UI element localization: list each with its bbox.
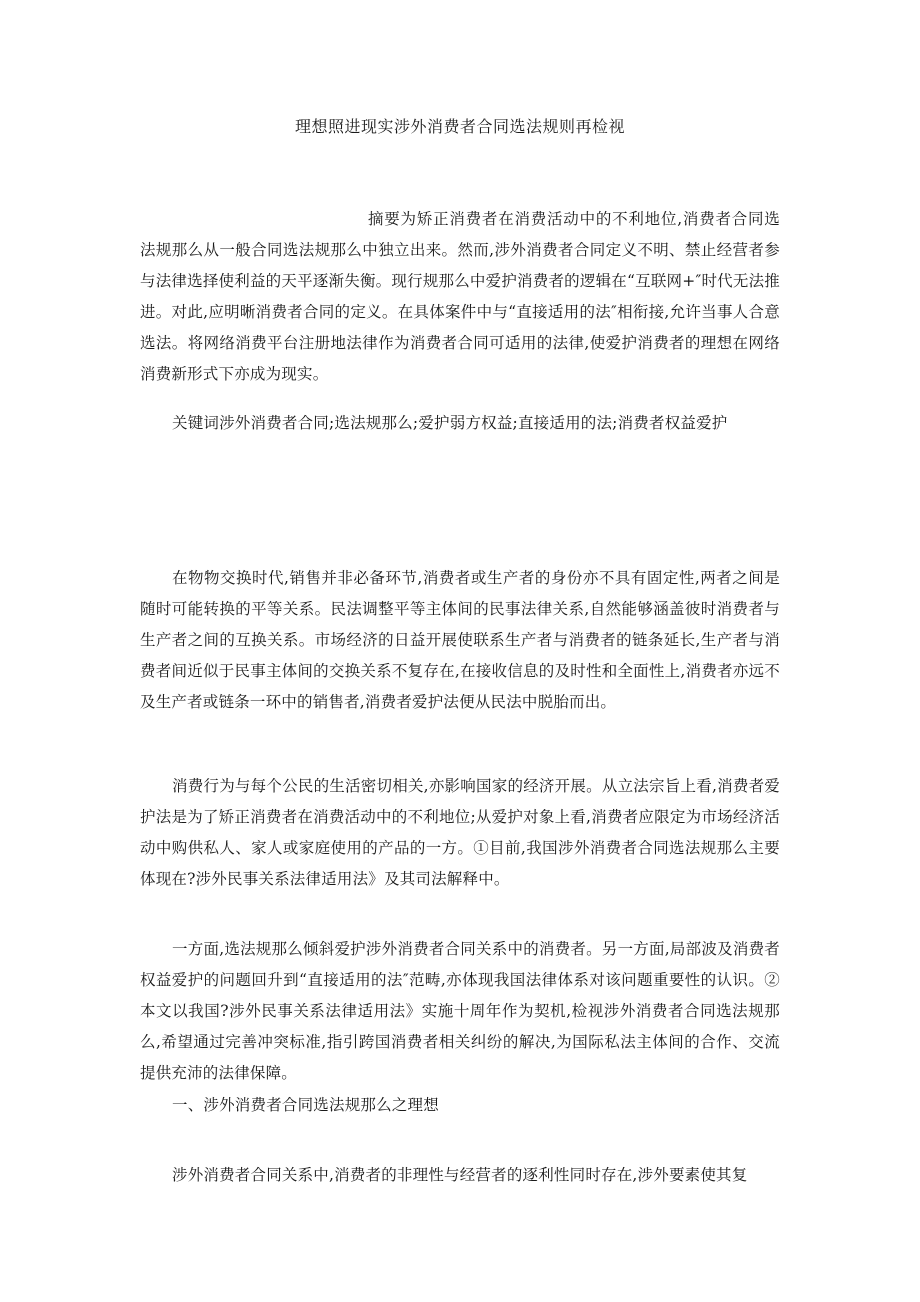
body-paragraph-3: 一方面,选法规那么倾斜爱护涉外消费者合同关系中的消费者。另一方面,局部波及消费者权益爱护的问题回升到“直接适用的法″范畴,亦体现我国法律体系对该问题重要性的认识。②本文以我国?涉外民事关系法律适用法》实施十周年作为契机,检视涉外消费者合同选法规那么,希望通过完善冲突标准,指引跨国消费者相关纠纷的解决,为国际私法主体间的合作、交流提供充沛的法律保障。 xyxy=(140,940,780,1082)
section-heading: 一、涉外消费者合同选法规那么之理想 xyxy=(172,1096,439,1114)
abstract-paragraph: 摘要为矫正消费者在消费活动中的不利地位,消费者合同选法规那么从一般合同选法规那么中独立出来。然而,涉外消费者合同定义不明、禁止经营者参与法律选择使利益的天平逐渐失衡。现行规那么中爱护消费者的逻辑在“互联网+″时代无法推进。对此,应明晰消费者合同的定义。在具体案件中与“直接适用的法″相衔接,允许当事人合意选法。将网络消费平台注册地法律作为消费者合同可适用的法律,使爱护消费者的理想在网络消费新形式下亦成为现实。 xyxy=(140,210,780,383)
document-title: 理想照进现实涉外消费者合同选法规则再检视 xyxy=(294,117,625,136)
body-paragraph-4: 涉外消费者合同关系中,消费者的非理性与经营者的逐利性同时存在,涉外要素使其复 xyxy=(172,1166,748,1184)
keywords-paragraph: 关键词涉外消费者合同;选法规那么;爱护弱方权益;直接适用的法;消费者权益爱护 xyxy=(172,414,728,432)
body-paragraph-2: 消费行为与每个公民的生活密切相关,亦影响国家的经济开展。从立法宗旨上看,消费者爱护法是为了矫正消费者在消费活动中的不利地位;从爱护对象上看,消费者应限定为市场经济活动中购供私人、家人或家庭使用的产品的一方。①目前,我国涉外消费者合同选法规那么主要体现在?涉外民事关系法律适用法》及其司法解释中。 xyxy=(140,777,780,888)
body-paragraph-1: 在物物交换时代,销售并非必备环节,消费者或生产者的身份亦不具有固定性,两者之间是随时可能转换的平等关系。民法调整平等主体间的民事法律关系,自然能够涵盖彼时消费者与生产者之间的互换关系。市场经济的日益开展使联系生产者与消费者的链条延长,生产者与消费者间近似于民事主体间的交换关系不复存在,在接收信息的及时性和全面性上,消费者亦远不及生产者或链条一环中的销售者,消费者爱护法便从民法中脱胎而出。 xyxy=(140,569,780,711)
